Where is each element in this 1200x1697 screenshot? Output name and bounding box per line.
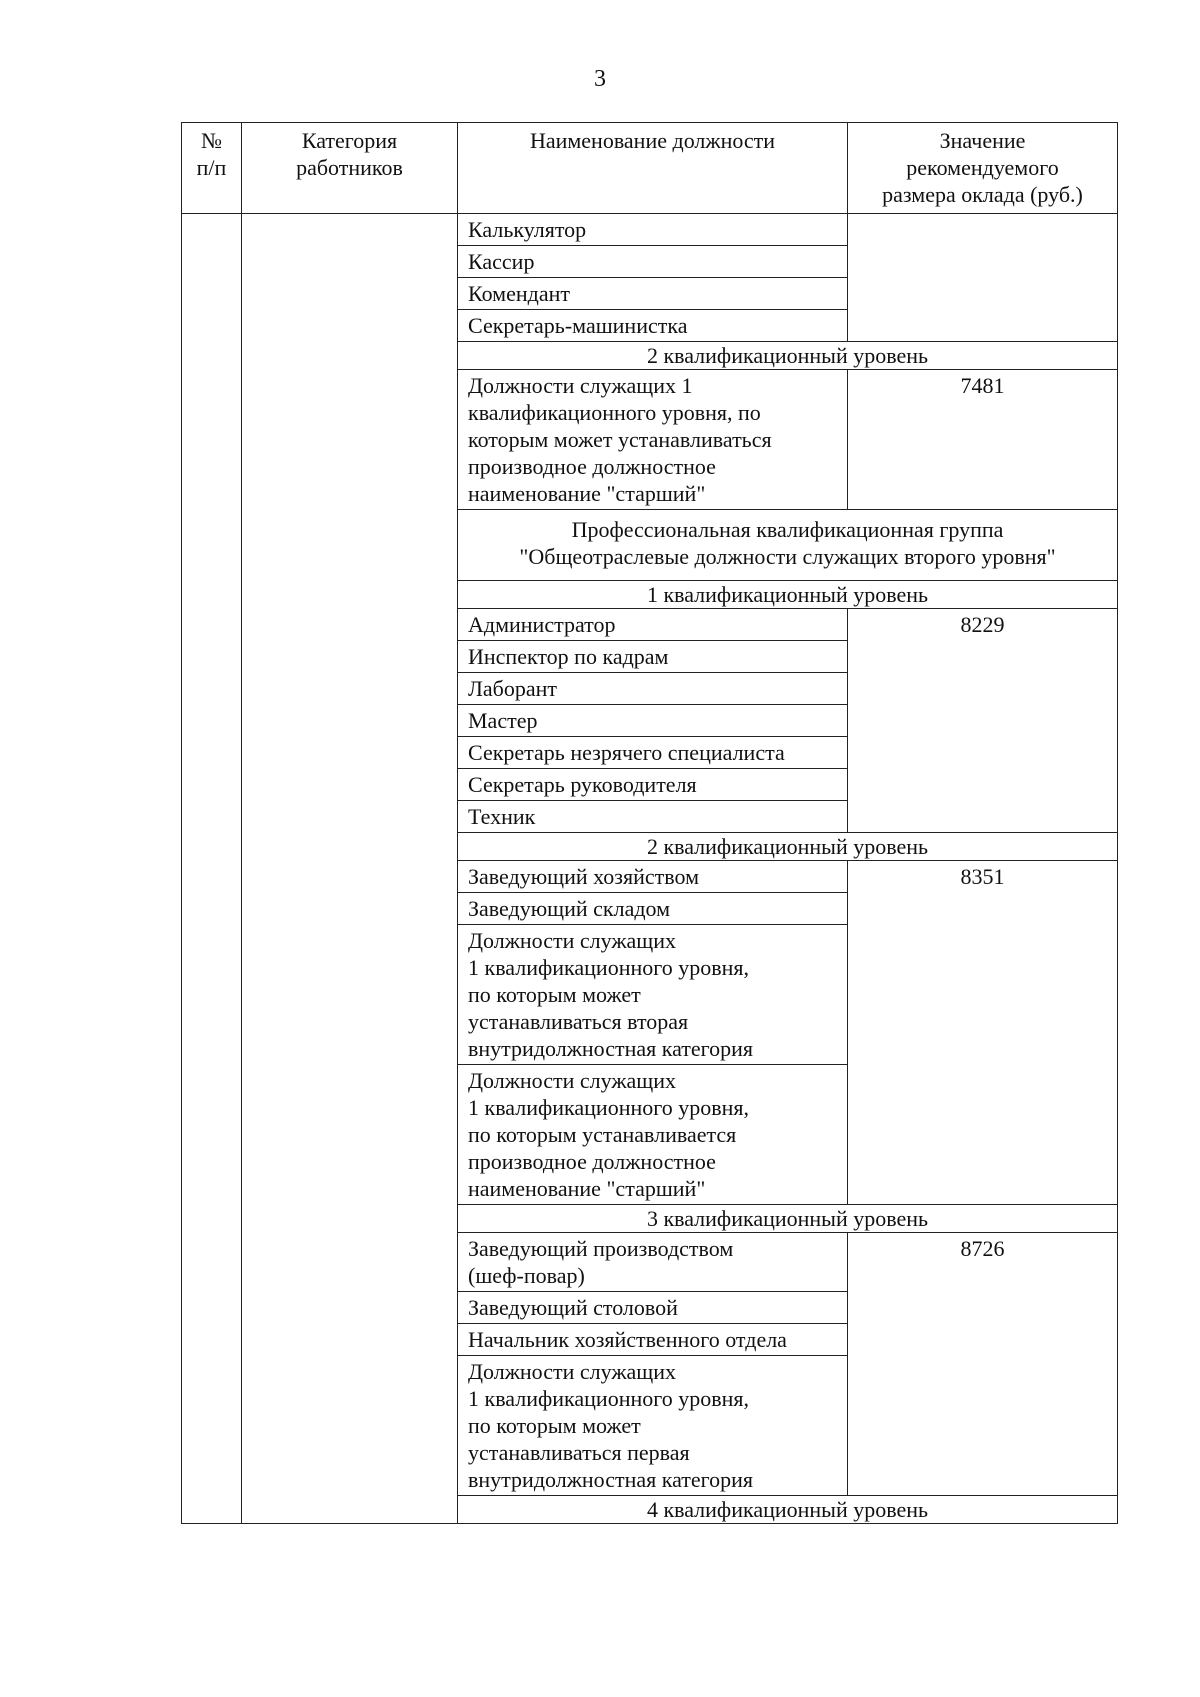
position-cell: Должности служащих 1 квалификационного уровня, по которым может устанавливаться производное должностное наименование "старший": [458, 370, 848, 510]
position-cell: Секретарь руководителя: [458, 769, 848, 801]
position-cell: Лаборант: [458, 673, 848, 705]
position-cell: Калькулятор: [458, 214, 848, 246]
level-title: 1 квалификационный уровень: [458, 581, 1118, 609]
position-cell: Мастер: [458, 705, 848, 737]
position-cell: Начальник хозяйственного отдела: [458, 1324, 848, 1356]
header-category: Категория работников: [242, 123, 458, 214]
page-number: 3: [594, 66, 606, 92]
position-cell: Должности служащих 1 квалификационного уровня, по которым может устанавливаться вторая внутридолжностная категория: [458, 925, 848, 1065]
position-cell: Инспектор по кадрам: [458, 641, 848, 673]
table-header-row: [182, 123, 1118, 214]
num-column-cell: [182, 214, 242, 1524]
salary-table: [181, 122, 1118, 1524]
position-cell: Техник: [458, 801, 848, 833]
header-value: Значение рекомендуемого размера оклада (руб.): [848, 123, 1118, 214]
group-title: Профессиональная квалификационная группа "Общеотраслевые должности служащих второго уровня": [458, 510, 1118, 581]
category-column-cell: [242, 214, 458, 1524]
position-cell: Заведующий столовой: [458, 1292, 848, 1324]
value-cell: [848, 214, 1118, 342]
value-cell: 8351: [848, 861, 1118, 1205]
position-cell: Заведующий хозяйством: [458, 861, 848, 893]
level-title: 4 квалификационный уровень: [458, 1496, 1118, 1524]
position-cell: Кассир: [458, 246, 848, 278]
value-cell: 8229: [848, 609, 1118, 833]
position-cell: Должности служащих 1 квалификационного уровня, по которым может устанавливаться первая внутридолжностная категория: [458, 1356, 848, 1496]
position-cell: Секретарь-машинистка: [458, 310, 848, 342]
value-cell: 7481: [848, 370, 1118, 510]
position-cell: Администратор: [458, 609, 848, 641]
header-position: Наименование должности: [458, 123, 848, 214]
position-cell: Заведующий производством (шеф-повар): [458, 1233, 848, 1292]
level-title: 2 квалификационный уровень: [458, 342, 1118, 370]
level-title: 3 квалификационный уровень: [458, 1205, 1118, 1233]
value-cell: 8726: [848, 1233, 1118, 1496]
position-cell: Заведующий складом: [458, 893, 848, 925]
position-cell: Секретарь незрячего специалиста: [458, 737, 848, 769]
position-cell: Должности служащих 1 квалификационного уровня, по которым устанавливается производное должностное наименование "старший": [458, 1065, 848, 1205]
position-cell: Комендант: [458, 278, 848, 310]
table-row: [182, 214, 1118, 246]
level-title: 2 квалификационный уровень: [458, 833, 1118, 861]
header-num: № п/п: [182, 123, 242, 214]
